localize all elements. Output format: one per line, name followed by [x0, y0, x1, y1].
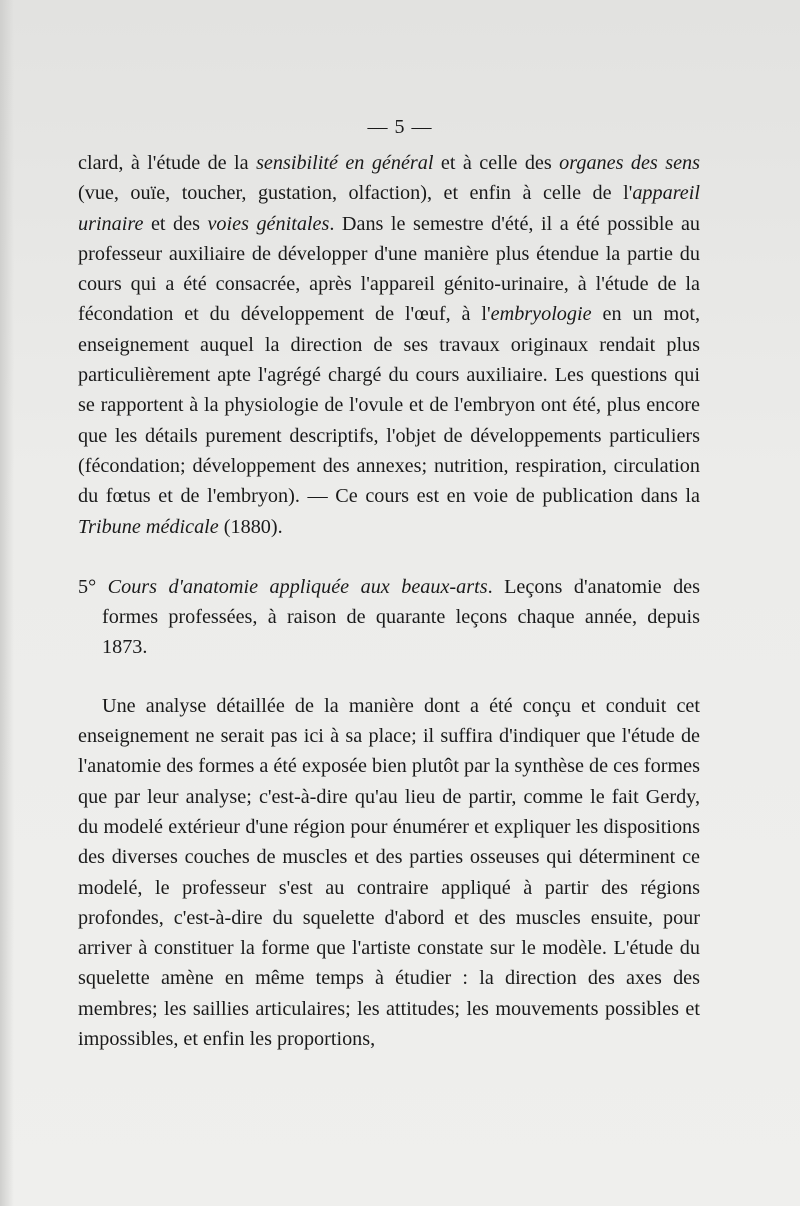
text-run: (vue, ouïe, toucher, gustation, olfaction), et enfin à celle de l' — [78, 182, 633, 205]
paragraph-analysis: Une analyse détaillée de la manière dont a été conçu et conduit cet enseignement ne serait pas ici à sa place; il suffira d'indiquer que l'étude de l'anatomie des formes a été exposée bien plutôt par la synthèse de ces formes que par leur analyse; c'est-à-dire qu'au lieu de partir, comme le fait Gerdy, du modelé extérieur d'une région pour énumérer et expliquer les dispositions des diverses couches de muscles et des parties osseuses qui déterminent ce modelé, le professeur s'est au contraire appliqué à partir des régions profondes, c'est-à-dire du squelette d'abord et des muscles ensuite, pour arriver à constituer la forme que l'artiste constate sur le modèle. L'étude du squelette amène en même temps à étudier : la direction des axes des membres; les saillies articulaires; les attitudes; les mouvements possibles et impossibles, et enfin les proportions, — [78, 694, 700, 1051]
item-title: Cours d'anatomie appliquée aux beaux-arts — [107, 575, 488, 598]
scan-edge — [0, 0, 14, 1206]
text-run: . Dans le semestre d'été, il a été possible au professeur auxiliaire de développer d'une manière plus étendue la partie du cours qui a été consacrée, après l'appareil génito-urinaire, à l'étude de la fécondation et du développement de l'œuf, à l' — [78, 212, 700, 326]
text-run: et à celle des — [433, 152, 560, 174]
text-run: et des — [143, 212, 208, 235]
paragraph-continuation — [78, 148, 700, 542]
page-body — [78, 148, 700, 1054]
italic-run: voies génitales — [207, 212, 330, 235]
item-number: 5° — [78, 575, 97, 598]
text-run: en un mot, enseignement auquel la direction de ses travaux originaux rendait plus particulièrement apte l'agrégé chargé du cours auxiliaire. Les questions qui se rapportent à la physiologie de l'ovule et de l'embryon ont été, plus encore que les détails purement descriptifs, l'objet de développements particuliers (fécondation; développement des annexes; nutrition, respiration, circulation du fœtus et de l'embryon). — Ce cours est en voie de publication dans la — [78, 303, 700, 508]
italic-run: organes des sens — [559, 152, 700, 174]
text-run: clard, à l'étude de la — [78, 152, 257, 174]
item-text: . Leçons d'anatomie des formes professées, à raison de quarante leçons chaque année, depuis 1873. — [102, 575, 700, 659]
italic-run: appareil urinaire — [78, 182, 700, 235]
italic-run: sensibilité en général — [256, 152, 434, 174]
italic-run: Tribune médicale — [78, 515, 219, 538]
italic-run: embryologie — [490, 303, 592, 326]
list-item-5 — [78, 572, 700, 663]
page-number: — 5 — — [367, 116, 433, 138]
text-run: (1880). — [218, 515, 283, 538]
